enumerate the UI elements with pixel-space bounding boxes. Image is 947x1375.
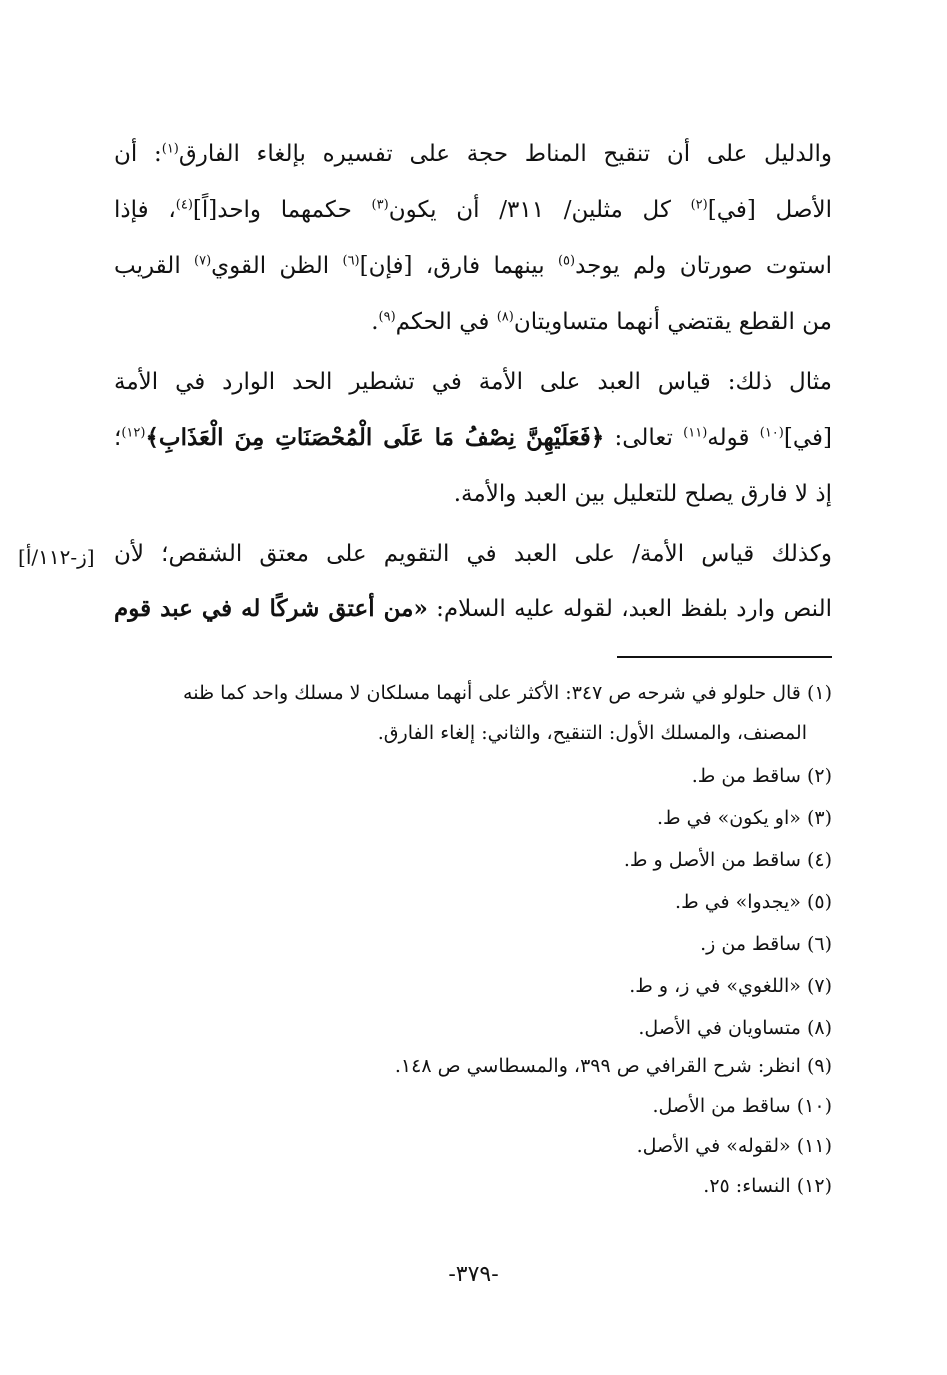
footnote <box>114 1051 832 1081</box>
footnote <box>114 887 832 917</box>
footnote-text: ساقط من الأصل. <box>652 1095 791 1117</box>
footnote-number: (١) <box>806 682 832 704</box>
footnote <box>114 761 832 791</box>
footnote-text: ساقط من الأصل و ط. <box>623 849 801 871</box>
footnote <box>114 971 832 1001</box>
footnote-ref: (٧) <box>194 253 212 269</box>
body-line <box>114 304 832 340</box>
footnote-ref: (١) <box>161 141 179 157</box>
text-run: الأصل [في] <box>707 197 832 223</box>
footnote-text: ساقط من ط. <box>691 765 801 787</box>
text-run: ؛ <box>114 425 122 451</box>
footnote-ref: (٦) <box>342 253 360 269</box>
footnote-ref: (١٠) <box>759 425 784 441</box>
footnote-text: قال حلولو في شرحه ص ٣٤٧: الأكثر على أنهما مسلكان لا مسلك واحد كما ظنه <box>183 682 801 704</box>
footnote <box>114 1131 832 1161</box>
body-line <box>114 536 832 572</box>
body-line <box>114 136 832 172</box>
footnote <box>114 803 832 833</box>
text-run: الظن القوي <box>211 253 343 279</box>
footnote-number: (٧) <box>806 975 832 997</box>
footnote-ref: (١٢) <box>121 425 146 441</box>
text-run: استوت صورتان ولم يوجد <box>575 253 832 279</box>
footnote-text: «او يكون» في ط. <box>656 807 801 829</box>
footnote-number: (٢) <box>806 765 832 787</box>
text-run: [في] <box>783 425 832 451</box>
footnote-separator <box>617 656 832 658</box>
footnote-number: (٦) <box>806 933 832 955</box>
footnote-text: «يجدوا» في ط. <box>675 891 801 913</box>
text-run: : أن <box>114 141 162 167</box>
footnote-ref: (٩) <box>378 309 396 325</box>
body-line <box>114 364 832 400</box>
footnote <box>114 1171 832 1201</box>
page-number: -٣٧٩- <box>448 1262 499 1287</box>
footnote-number: (٣) <box>806 807 832 829</box>
text-run: بينهما فارق، [فإن] <box>359 253 558 279</box>
footnote-text: «لقوله» في الأصل. <box>636 1135 791 1157</box>
footnote-ref: (٢) <box>690 197 708 213</box>
body-line <box>114 192 832 228</box>
text-run: قوله <box>707 425 760 451</box>
footnote-text: المصنف، والمسلك الأول: التنقيح، والثاني: إلغاء الفارق. <box>377 722 807 744</box>
text-run: مثال ذلك: قياس العبد على الأمة في تشطير الحد الوارد في الأمة <box>114 369 832 395</box>
footnote-text: النساء: ٢٥. <box>703 1175 791 1197</box>
footnote <box>114 678 832 708</box>
footnote-text: ساقط من ز. <box>700 933 801 955</box>
text-run: والدليل على أن تنقيح المناط حجة على تفسيره بإلغاء الفارق <box>178 141 832 167</box>
body-line <box>114 420 832 456</box>
text-run: حكمهما واحد[اً] <box>192 197 372 223</box>
footnote-continuation <box>89 718 807 748</box>
footnote-ref: (١١) <box>683 425 708 441</box>
body-line <box>114 248 832 284</box>
footnote-number: (٨) <box>806 1017 832 1039</box>
text-run: إذ لا فارق يصلح للتعليل بين العبد والأمة. <box>453 481 832 507</box>
footnote <box>114 1091 832 1121</box>
text-run: ، فإذا <box>114 197 176 223</box>
footnote-number: (٤) <box>806 849 832 871</box>
text-run: في الحكم <box>395 309 497 335</box>
footnote-ref: (٤) <box>175 197 193 213</box>
text-run: من القطع يقتضي أنهما متساويتان <box>513 309 832 335</box>
footnote <box>114 929 832 959</box>
manuscript-folio-marker: [ز-١١٢/أ] <box>18 545 95 569</box>
footnote-number: (١٠) <box>796 1095 832 1117</box>
footnote-ref: (٣) <box>371 197 389 213</box>
footnote-text: «اللغوي» في ز، و ط. <box>629 975 801 997</box>
footnote-text: انظر: شرح القرافي ص ٣٩٩، والمسطاسي ص ١٤٨. <box>394 1055 801 1077</box>
text-run: كل مثلين/ ٣١١/ أن يكون <box>388 197 691 223</box>
footnote <box>114 845 832 875</box>
footnote-ref: (٥) <box>557 253 576 269</box>
quran-verse: ﴿فَعَلَيْهِنَّ نِصْفُ مَا عَلَى الْمُحْصَنَاتِ مِنَ الْعَذَابِ﴾ <box>145 424 605 451</box>
footnote-text: متساويان في الأصل. <box>638 1017 801 1039</box>
text-run: تعالى: <box>604 425 684 451</box>
body-line <box>114 476 832 512</box>
footnote-number: (١١) <box>796 1135 832 1157</box>
footnote-ref: (٨) <box>496 309 514 325</box>
text-run: القريب <box>114 253 195 279</box>
hadith-quote: «من أعتق شركًا له في عبد قوم <box>114 595 428 622</box>
body-line <box>114 591 832 627</box>
footnote-number: (٩) <box>806 1055 832 1077</box>
footnote <box>114 1013 832 1043</box>
footnote-number: (٥) <box>806 891 832 913</box>
text-run: . <box>371 309 379 335</box>
text-run: النص وارد بلفظ العبد، لقوله عليه السلام: <box>427 596 832 622</box>
text-run: وكذلك قياس الأمة/ على العبد في التقويم على معتق الشقص؛ لأن <box>114 541 832 567</box>
footnote-number: (١٢) <box>796 1175 832 1197</box>
